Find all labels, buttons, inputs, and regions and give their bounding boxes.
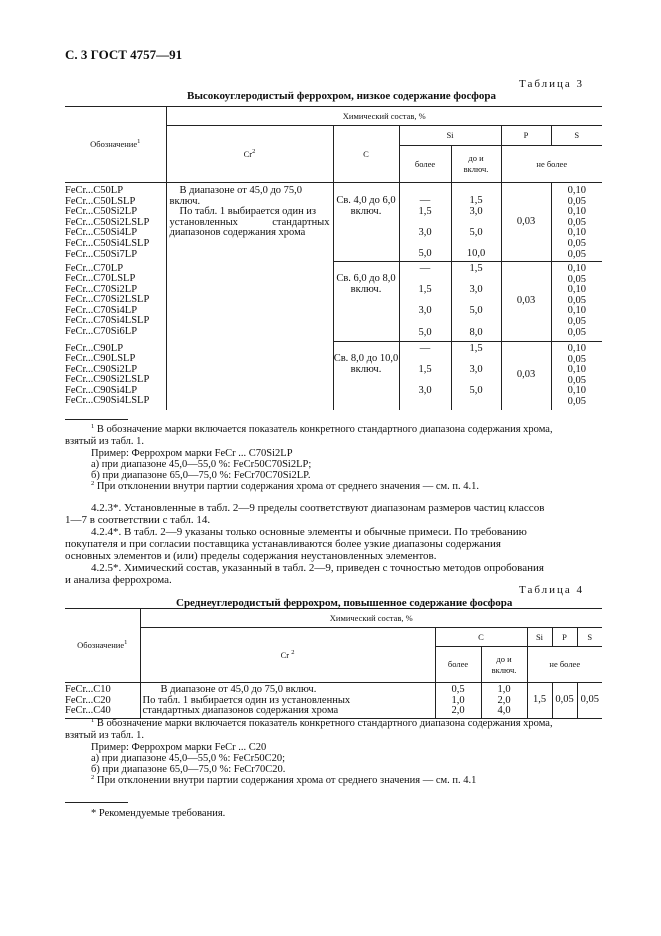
t3-g3-c: Св. 8,0 до 10,0 включ. xyxy=(333,342,399,410)
t3-cr-text: В диапазоне от 45,0 до 75,0 включ. По табл. 1 выбирается один из установленных стандартных диапазонов содержания хрома xyxy=(166,183,333,410)
t3-note2: $^2$ При отклонении внутри партии содержания хрома от среднего значения — см. п. 4.1. xyxy=(91,480,480,492)
t4-cr-text: В диапазоне от 45,0 до 75,0 включ. По табл. 1 выбирается один из установленных стандартных диапазонов содержания хрома xyxy=(140,683,435,719)
t3-g3-marks: FeCr...C90LP FeCr...C90LSLP FeCr...C90Si2LP FeCr...C90Si2LSLP FeCr...C90Si4LP FeCr...C90Si4LSLP xyxy=(65,342,166,410)
t4-note2: $^2$ При отклонении внутри партии содержания хрома от среднего значения — см. п. 4.1 xyxy=(91,774,477,786)
t3-g1-s: 0,10 0,05 0,10 0,05 0,10 0,05 0,05 xyxy=(551,183,602,262)
t3-example-a: а) при диапазоне 45,0—55,0 %: FeCr50C70Si2LP; xyxy=(91,459,312,470)
t4-head-notmore: не более xyxy=(527,647,602,683)
t3-g2-marks: FeCr...C70LP FeCr...C70LSLP FeCr...C70Si2LP FeCr...C70Si2LSLP FeCr...C70Si4LP FeCr...C70Si4LSLP FeCr...C70Si6LP xyxy=(65,262,166,342)
t4-note1: $^1$ В обозначение марки включается показатель конкретного стандартного диапазона содержания хрома, xyxy=(91,717,553,729)
t4-s: 0,05 xyxy=(577,683,602,719)
t3-group-row xyxy=(65,262,602,342)
t3-g2-s: 0,10 0,05 0,10 0,05 0,10 0,05 0,05 xyxy=(551,262,602,342)
t3-g1-marks: FeCr...C50LP FeCr...C50LSLP FeCr...C50Si2LP FeCr...C50Si2LSLP FeCr...C50Si4LP FeCr...C50Si4LSLP FeCr...C50Si7LP xyxy=(65,183,166,262)
para-4-2-4-cont1: покупателя и при согласии поставщика устанавливаются более узкие диапазоны содержания xyxy=(65,538,501,550)
t3-head-notmore: не более xyxy=(501,146,602,183)
t3-g3-s: 0,10 0,05 0,10 0,05 0,10 0,05 xyxy=(567,343,586,407)
t3-g1-si-upto: 1,5 3,0 5,0 10,0 xyxy=(451,183,501,262)
t3-head-si: Si xyxy=(399,126,501,146)
t3-group-row xyxy=(65,342,602,410)
footnote-recommended: * Рекомендуемые требования. xyxy=(91,808,226,819)
para-4-2-3: 4.2.3*. Установленные в табл. 2—9 пределы соответствуют диапазонам размеров частиц классов xyxy=(91,502,545,514)
t3-g2-si-over: — 1,5 3,0 5,0 xyxy=(399,262,451,342)
t3-g1-c: Св. 4,0 до 6,0 включ. xyxy=(333,183,399,262)
para-4-2-4-cont2: основных элементов и (или) пределы содержания неустановленных элементов. xyxy=(65,550,437,562)
t3-group-row xyxy=(65,183,602,262)
t3-g2-p: 0,03 xyxy=(501,262,551,342)
t3-g3-si-over: — 1,5 3,0 xyxy=(399,342,451,410)
t4-head-chem: Химический состав, % xyxy=(140,609,602,628)
t4-c-upto: 1,0 2,0 4,0 xyxy=(481,683,527,719)
t4-head-designation: Обозначение$^1$ xyxy=(65,609,140,683)
notes-separator xyxy=(65,419,128,420)
t4-head-cr: Cr $^2$ xyxy=(140,628,435,683)
para-4-2-3-cont: 1—7 в соответствии с табл. 14. xyxy=(65,514,211,526)
t3-g1-si-over: — 1,5 3,0 5,0 xyxy=(399,183,451,262)
t4-si: 1,5 xyxy=(527,683,552,719)
t4-head-c: C xyxy=(435,628,527,647)
t4-marks: FeCr...C10 FeCr...C20 FeCr...C40 xyxy=(65,683,140,719)
table4 xyxy=(65,608,602,719)
t3-head-c: C xyxy=(333,126,399,183)
t4-example-b: б) при диапазоне 65,0—75,0 %: FeCr70C20. xyxy=(91,764,286,775)
table3-caption: Таблица 3 xyxy=(519,78,585,90)
t3-note1: $^1$ В обозначение марки включается показатель конкретного стандартного диапазона содержания хрома, xyxy=(91,423,553,435)
t4-head-p: P xyxy=(552,628,577,647)
t3-head-p: P xyxy=(501,126,551,146)
t4-data-row xyxy=(65,683,602,719)
t3-example-b: б) при диапазоне 65,0—75,0 %: FeCr70C70Si2LP. xyxy=(91,470,311,481)
t3-head-si-upto: до и включ. xyxy=(451,146,501,183)
table3-title: Высокоуглеродистый феррохром, низкое содержание фосфора xyxy=(187,90,497,102)
t4-c-over: 0,5 1,0 2,0 xyxy=(435,683,481,719)
t3-g1-p: 0,03 xyxy=(501,183,551,262)
para-4-2-5-cont: и анализа феррохрома. xyxy=(65,574,172,586)
t3-note1-cont: взятый из табл. 1. xyxy=(65,436,145,447)
t4-head-c-over: более xyxy=(435,647,481,683)
t4-head-c-upto: до и включ. xyxy=(481,647,527,683)
t3-g3-si-upto: 1,5 3,0 5,0 xyxy=(451,342,501,410)
footnote-separator xyxy=(65,802,128,803)
t3-head-designation: Обозначение$^1$ xyxy=(65,107,166,183)
table4-caption: Таблица 4 xyxy=(519,584,585,596)
t4-example-a: а) при диапазоне 45,0—55,0 %: FeCr50C20; xyxy=(91,753,285,764)
t4-p: 0,05 xyxy=(552,683,577,719)
t3-head-chem: Химический состав, % xyxy=(166,107,602,126)
t3-g3-p: 0,03 xyxy=(501,342,551,410)
t3-head-si-over: более xyxy=(399,146,451,183)
t3-example: Пример: Феррохром марки FeCr ... C70Si2LP xyxy=(91,448,293,459)
t3-g2-si-upto: 1,5 3,0 5,0 8,0 xyxy=(451,262,501,342)
para-4-2-5: 4.2.5*. Химический состав, указанный в табл. 2—9, приведен с точностью методов опробования xyxy=(91,562,544,574)
table3 xyxy=(65,106,602,410)
t3-head-s: S xyxy=(551,126,602,146)
t4-head-s: S xyxy=(577,628,602,647)
t4-head-si: Si xyxy=(527,628,552,647)
t4-example: Пример: Феррохром марки FeCr ... C20 xyxy=(91,742,267,753)
page-header: С. 3 ГОСТ 4757—91 xyxy=(65,47,183,62)
t3-g2-c: Св. 6,0 до 8,0 включ. xyxy=(333,262,399,342)
table4-title: Среднеуглеродистый феррохром, повышенное содержание фосфора xyxy=(176,597,513,609)
t3-head-cr: Cr$^2$ xyxy=(166,126,333,183)
para-4-2-4: 4.2.4*. В табл. 2—9 указаны только основные элементы и обычные примеси. По требованию xyxy=(91,526,527,538)
t4-note1-cont: взятый из табл. 1. xyxy=(65,730,145,741)
